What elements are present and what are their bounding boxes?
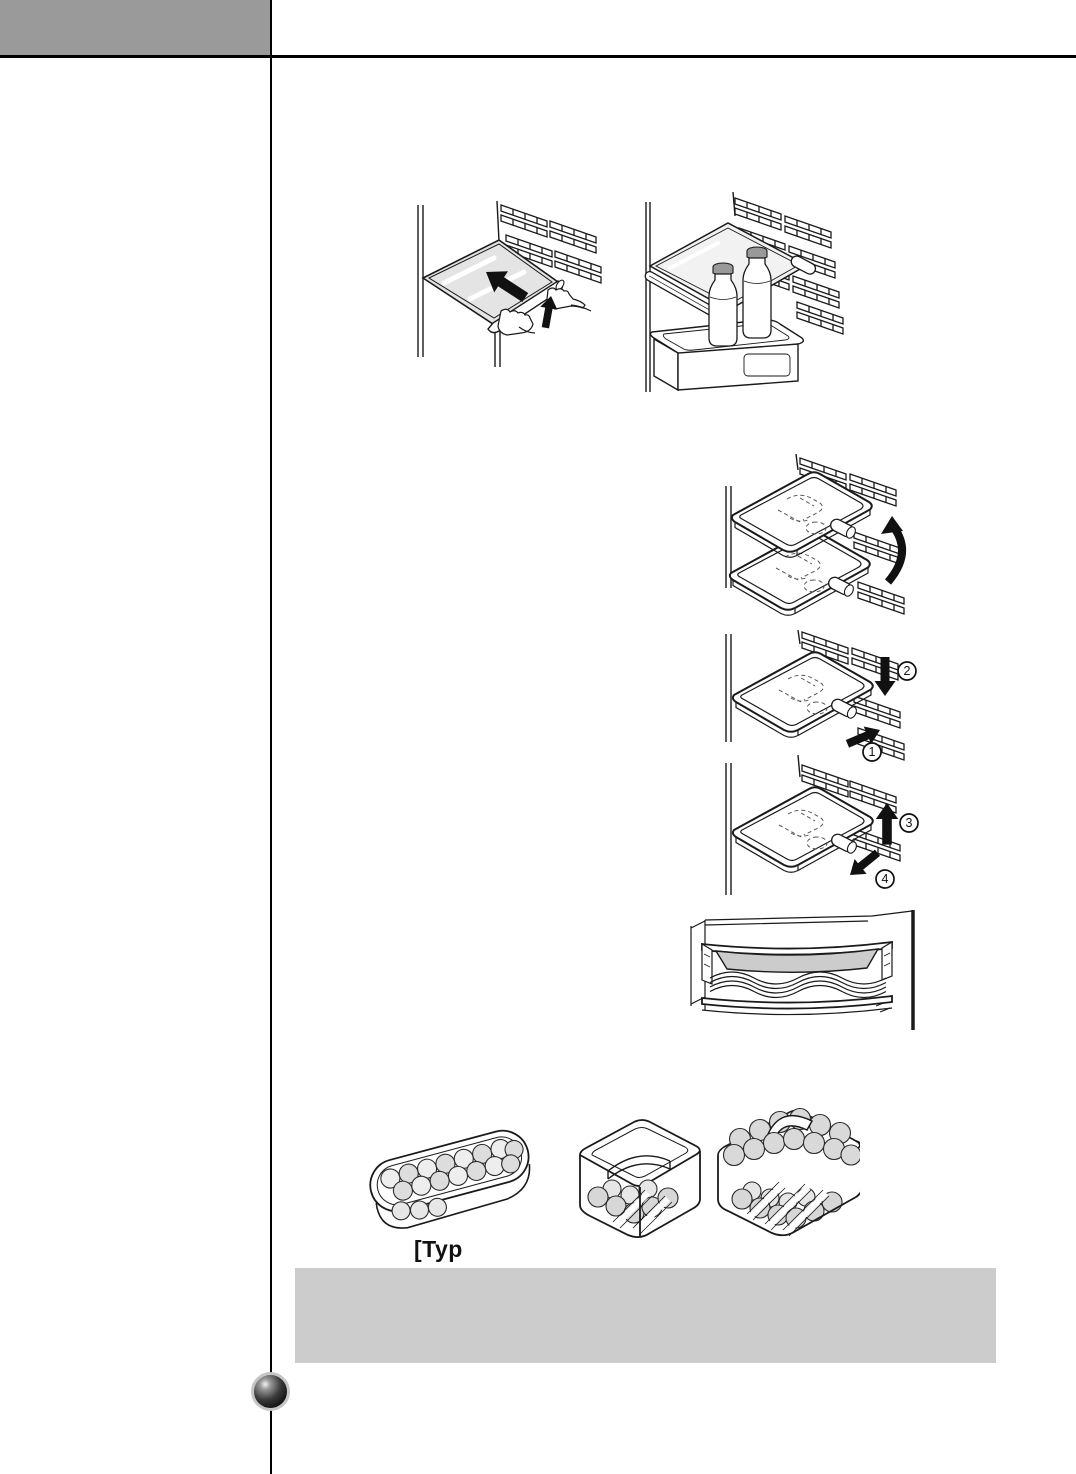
note-box [295,1268,996,1363]
egg-trays-illustration [360,1093,860,1255]
shelf-replace-steps-illustration [702,755,930,900]
step-2-badge [898,662,916,680]
shelf [733,787,873,872]
svg-text:2: 2 [903,664,911,678]
door-bottle-holder-illustration [684,906,926,1032]
step-3-badge [900,814,918,832]
page-marker-ball [251,1372,290,1411]
shelf-rotate-up-illustration [702,452,917,630]
svg-text:3: 3 [905,816,913,830]
shelf-remove-steps-illustration [702,630,930,770]
header-bar [0,0,271,56]
header-rule [0,55,1076,58]
folding-shelf-bottles-illustration [638,186,860,398]
egg-tray-caption: [Typ [414,1236,463,1262]
wavy-bottle-rack [710,972,886,998]
shelf [733,652,873,737]
step-4-badge [876,870,894,888]
left-margin-rule [270,0,272,1474]
egg-carrier-full [718,1109,860,1237]
slide-shelf-in-illustration [398,195,603,370]
door-bin [702,942,892,1015]
egg-bin-with-handle [580,1120,700,1237]
svg-text:4: 4 [881,872,889,886]
svg-text:1: 1 [868,745,876,759]
egg-tray-open [364,1125,539,1235]
